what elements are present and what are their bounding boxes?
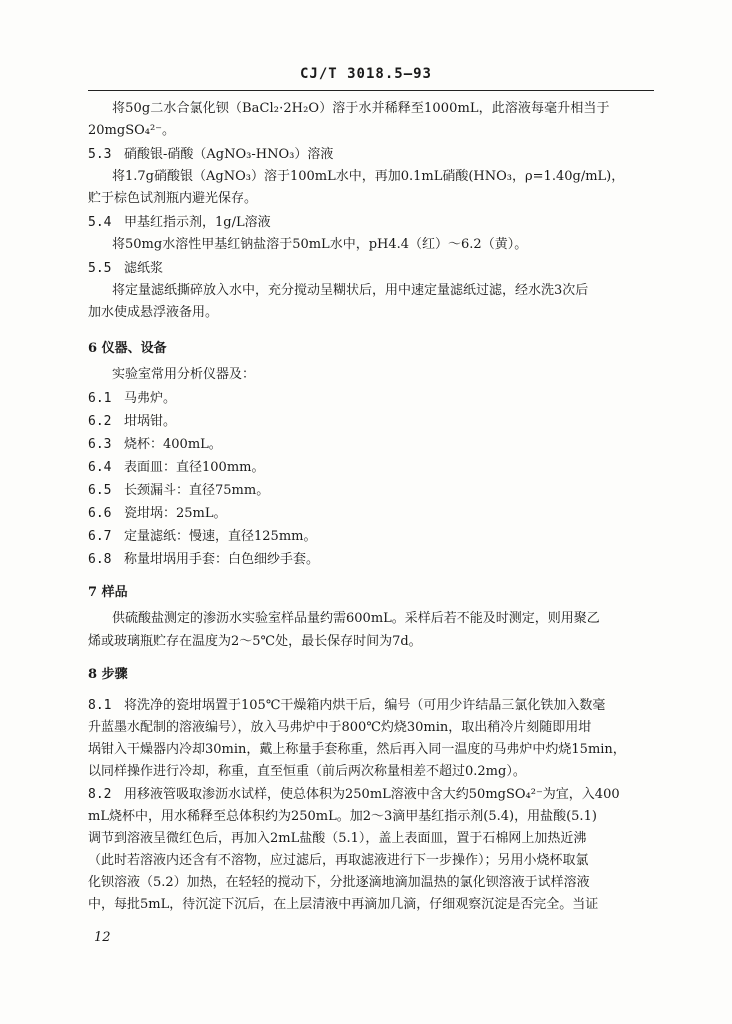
header-rule xyxy=(88,90,654,91)
section-title: 硝酸银-硝酸（AgNO₃-HNO₃）溶液 xyxy=(124,147,334,162)
standard-code-header: CJ/T 3018.5—93 xyxy=(299,66,432,82)
text-line: （此时若溶液内还含有不溶物，应过滤后，再取滤液进行下一步操作）；另用小烧杯取氯 xyxy=(88,853,589,868)
section-title: 滤纸浆 xyxy=(124,261,164,276)
step-number: 8.2 xyxy=(88,787,112,802)
equipment-item: 定量滤纸：慢速，直径125mm。 xyxy=(124,529,317,544)
text-line: 20mgSO₄²⁻。 xyxy=(88,123,176,138)
item-number: 6.1 xyxy=(88,391,112,406)
text-line: 中，每批5mL，待沉淀下沉后，在上层清液中再滴加几滴，仔细观察沉淀是否完全。当证 xyxy=(88,897,599,912)
text-line: 实验室常用分析仪器及： xyxy=(112,367,256,382)
text-line: 化钡溶液（5.2）加热，在轻轻的搅动下，分批逐滴地滴加温热的氯化钡溶液于试样溶液 xyxy=(88,875,590,890)
equipment-item: 表面皿：直径100mm。 xyxy=(124,460,265,475)
text-line: 埚钳入干燥器内冷却30min，戴上称量手套称重，然后再入同一温度的马弗炉中灼烧15min， xyxy=(88,742,626,757)
text-line: mL烧杯中，用水稀释至总体积约为250mL。加2～3滴甲基红指示剂(5.4)，用盐酸(5.1) xyxy=(88,809,597,824)
item-number: 6.5 xyxy=(88,483,112,498)
section-number: 5.5 xyxy=(88,261,112,276)
text-line: 以同样操作进行冷却，称重，直至恒重（前后两次称量相差不超过0.2mg）。 xyxy=(88,764,526,779)
chapter-heading: 6 仪器、设备 xyxy=(88,341,167,356)
equipment-item: 烧杯：400mL。 xyxy=(124,437,222,452)
text-line: 供硫酸盐测定的渗沥水实验室样品量约需600mL。采样后若不能及时测定，则用聚乙 xyxy=(112,611,600,626)
item-number: 6.8 xyxy=(88,552,112,567)
equipment-item: 坩埚钳。 xyxy=(124,414,177,429)
section-title: 甲基红指示剂，1g/L溶液 xyxy=(124,215,271,230)
text-line: 将洗净的瓷坩埚置于105℃干燥箱内烘干后，编号（可用少许结晶三氯化铁加入数毫 xyxy=(124,698,606,713)
chapter-heading: 8 步骤 xyxy=(88,667,128,682)
text-line: 升蓝墨水配制的溶液编号），放入马弗炉中于800℃灼烧30min，取出稍冷片刻随即用坩 xyxy=(88,720,592,735)
section-number: 5.4 xyxy=(88,215,112,230)
text-line: 加水使成悬浮液备用。 xyxy=(88,305,219,320)
chapter-heading: 7 样品 xyxy=(88,585,128,600)
text-line: 贮于棕色试剂瓶内避光保存。 xyxy=(88,191,258,206)
text-line: 将1.7g硝酸银（AgNO₃）溶于100mL水中，再加0.1mL硝酸(HNO₃，ρ=1.40g/mL)， xyxy=(112,169,625,184)
item-number: 6.2 xyxy=(88,414,112,429)
text-line: 将定量滤纸撕碎放入水中，充分搅动呈糊状后，用中速定量滤纸过滤，经水洗3次后 xyxy=(112,283,589,298)
item-number: 6.6 xyxy=(88,506,112,521)
text-line: 烯或玻璃瓶贮存在温度为2～5℃处，最长保存时间为7d。 xyxy=(88,634,422,649)
text-line: 调节到溶液呈微红色后，再加入2mL盐酸（5.1），盖上表面皿，置于石棉网上加热近沸 xyxy=(88,831,587,846)
text-line: 将50mg水溶性甲基红钠盐溶于50mL水中，pH4.4（红）～6.2（黄）。 xyxy=(112,237,528,252)
section-number: 5.3 xyxy=(88,147,112,162)
equipment-item: 瓷坩埚：25mL。 xyxy=(124,506,227,521)
text-line: 将50g二水合氯化钡（BaCl₂·2H₂O）溶于水并稀释至1000mL，此溶液每毫升相当于 xyxy=(112,101,610,116)
equipment-item: 长颈漏斗：直径75mm。 xyxy=(124,483,270,498)
item-number: 6.7 xyxy=(88,529,112,544)
equipment-item: 称量坩埚用手套：白色细纱手套。 xyxy=(124,552,320,567)
equipment-item: 马弗炉。 xyxy=(124,391,177,406)
item-number: 6.3 xyxy=(88,437,112,452)
item-number: 6.4 xyxy=(88,460,112,475)
text-line: 用移液管吸取渗沥水试样，使总体积为250mL溶液中含大约50mgSO₄²⁻为宜，入400 xyxy=(124,787,620,802)
page-number: 12 xyxy=(94,930,111,945)
step-number: 8.1 xyxy=(88,698,112,713)
